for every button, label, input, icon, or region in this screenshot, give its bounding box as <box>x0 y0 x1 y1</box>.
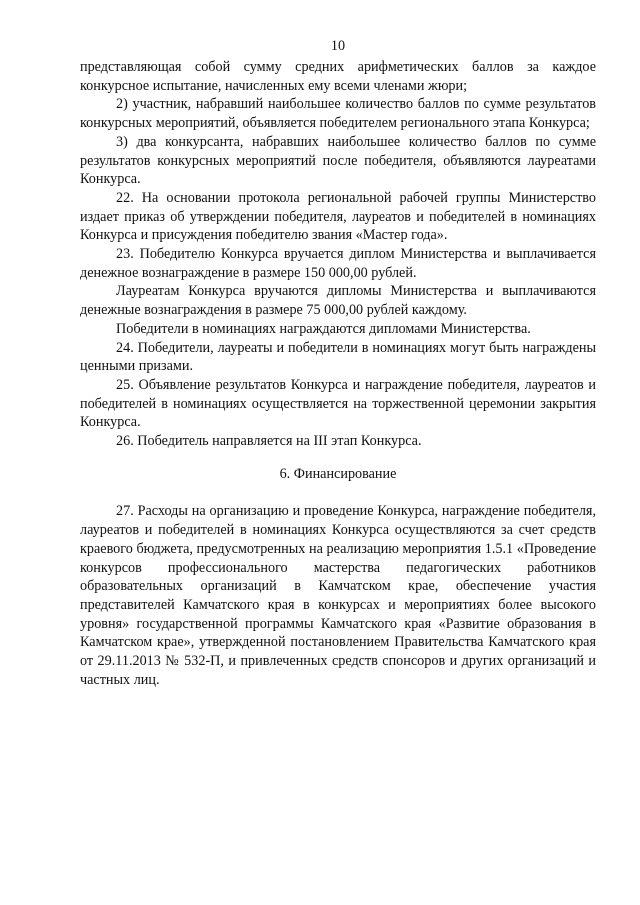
paragraph-item-3: 3) два конкурсанта, набравших наибольшее количество баллов по сумме результатов конкурсных мероприятий после победителя, объявляются лауреатами Конкурса. <box>80 133 596 188</box>
paragraph-nomination-winners: Победители в номинациях награждаются дипломами Министерства. <box>116 320 531 337</box>
paragraph-22: 22. На основании протокола региональной рабочей группы Министерство издает приказ об утверждении победителя, лауреатов и победителей в номинациях Конкурса и присуждения победителю звания «Мастер года». <box>80 189 596 244</box>
section-heading-financing: 6. Финансирование <box>279 465 397 482</box>
paragraph-25: 25. Объявление результатов Конкурса и награждение победителя, лауреатов и победителей в номинациях осуществляется на торжественной церемонии закрытия Конкурса. <box>80 376 596 431</box>
paragraph-26: 26. Победитель направляется на III этап Конкурса. <box>116 433 422 450</box>
paragraph-item-2: 2) участник, набравший наибольшее количество баллов по сумме результатов конкурсных мероприятий, объявляется победителем регионального этапа Конкурса; <box>80 96 596 132</box>
paragraph-27: 27. Расходы на организацию и проведение Конкурса, награждение победителя, лауреатов и победителей в номинациях Конкурса осуществляются за счет средств краевого бюджета, предусмотренных на реализацию мероприятия 1.5.1 «Проведение конкурсов профессионального мастерства педагогических работников образовательных организаций в Камчатском крае, обеспечение участия представителей Камчатского края в конкурсах и мероприятиях более высокого уровня» государственной программы Камчатского края «Развитие образования в Камчатском крае», утвержденной постановлением Правительства Камчатского края от 29.11.2013 № 532-П, и привлеченных средств спонсоров и других организаций и частных лиц. <box>80 503 596 688</box>
paragraph-23: 23. Победителю Конкурса вручается диплом Министерства и выплачивается денежное вознаграждение в размере 150 000,00 рублей. <box>80 246 596 281</box>
page-number: 10 <box>330 38 346 54</box>
paragraph-24: 24. Победители, лауреаты и победители в номинациях могут быть награждены ценными призами. <box>80 339 596 375</box>
paragraph-continuation: представляющая собой сумму средних арифметических баллов за каждое конкурсное испытание, начисленных ему всеми членами жюри; <box>80 59 596 94</box>
paragraph-laureates-awards: Лауреатам Конкурса вручаются дипломы Министерства и выплачиваются денежные вознаграждения в размере 75 000,00 рублей каждому. <box>80 283 596 319</box>
